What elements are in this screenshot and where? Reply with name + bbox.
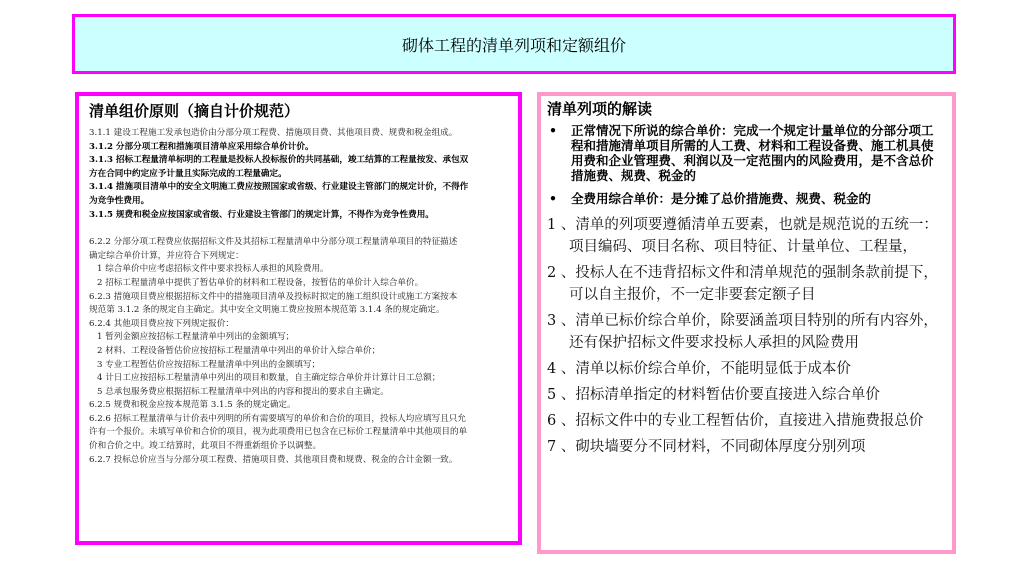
numbered-list <box>547 214 942 458</box>
spec-line: 1 综合单价中应考虑招标文件中要求投标人承担的风险费用。 <box>97 264 329 275</box>
spec-line: 3.1.5 规费和税金应按国家或省级、行业建设主管部门的规定计算，不得作为竞争性费用。 <box>89 209 434 220</box>
left-panel-heading: 清单组价原则（摘自计价规范） <box>89 102 300 120</box>
bullet-dot-icon: • <box>549 123 557 138</box>
bullet-text: 全费用综合单价：是分摊了总价措施费、规费、税金的 <box>571 191 872 206</box>
slide-title: 砌体工程的清单列项和定额组价 <box>401 35 626 55</box>
numbered-item-6: 6 、招标文件中的专业工程暂估价，直接进入措施费报总价 <box>547 413 924 429</box>
spec-line: 3.1.1 建设工程施工发承包造价由分部分项工程费、措施项目费、其他项目费、规费和税金组成。 <box>89 128 458 138</box>
bullet-text: 正常情况下所说的综合单价：完成一个规定计量单位的分部分项工程和措施清单项目所需的人工费、材料和工程设备费、施工机具使用费和企业管理费、利润以及一定范围内的风险费用，是不含总价措施费、规费、税金的 <box>571 123 934 183</box>
numbered-item-1: 1 、清单的列项要遵循清单五要素，也就是规范说的五统一：项目编码、项目名称、项目特征、计量单位、工程量， <box>547 217 938 255</box>
right-panel-heading: 清单列项的解读 <box>547 100 653 118</box>
interpretation-panel <box>537 92 956 554</box>
slide-title-box <box>72 14 956 74</box>
numbered-item-5: 5 、招标清单指定的材料暂估价要直接进入综合单价 <box>547 387 880 403</box>
spec-line: 2 材料、工程设备暂估价应按招标工程量清单中列出的单价计入综合单价； <box>97 345 381 356</box>
spec-line: 2 招标工程量清单中提供了暂估单价的材料和工程设备，按暂估的单价计入综合单价。 <box>97 277 424 288</box>
spec-line: 6.2.3 措施项目费应根据招标文件中的措施项目清单及投标时拟定的施工组织设计或施工方案按本 <box>89 291 458 302</box>
numbered-item-7: 7 、砌块墙要分不同材料，不同砌体厚度分别列项 <box>547 439 866 455</box>
bullet-list <box>547 123 942 206</box>
pricing-principles-panel <box>75 92 522 545</box>
numbered-item-4: 4 、清单以标价综合单价，不能明显低于成本价 <box>547 361 851 377</box>
bullet-item <box>547 123 942 183</box>
spec-line: 6.2.7 投标总价应当与分部分项工程费、措施项目费、其他项目费和规费、税金的合计金额一致。 <box>89 454 458 465</box>
spec-line: 许有一个报价。未填写单价和合价的项目，视为此项费用已包含在已标价工程量清单中其他项目的单 <box>89 427 468 438</box>
spec-line: 价和合价之中。竣工结算时，此项目不得重新组价予以调整。 <box>89 441 322 452</box>
spec-line: 6.2.4 其他项目费应按下列规定报价： <box>89 318 234 329</box>
spec-line: 3 专业工程暂估价应按招标工程量清单中列出的金额填写； <box>97 359 321 370</box>
spec-line: 为竞争性费用。 <box>89 195 150 206</box>
spec-line: 规范第 3.1.2 条的规定自主确定。其中安全文明施工费应按照本规范第 3.1.4 条的规定确定。 <box>89 305 445 316</box>
spec-line: 6.2.6 招标工程量清单与计价表中列明的所有需要填写的单价和合价的项目，投标人均应填写且只允 <box>89 413 466 424</box>
spec-line: 6.2.2 分部分项工程费应依据招标文件及其招标工程量清单中分部分项工程量清单项目的特征描述 <box>89 237 458 248</box>
spec-line: 1 暂列金额应按招标工程量清单中列出的金额填写； <box>97 332 295 343</box>
spec-line: 4 计日工应按招标工程量清单中列出的项目和数量，自主确定综合单价并计算计日工总额； <box>97 373 441 384</box>
spec-excerpt <box>89 127 510 467</box>
spec-line: 6.2.5 规费和税金应按本规范第 3.1.5 条的规定确定。 <box>89 400 296 411</box>
spec-line: 确定综合单价计算，并应符合下列规定： <box>89 250 244 261</box>
spec-line: 3.1.2 分部分项工程和措施项目清单应采用综合单价计价。 <box>89 141 314 152</box>
numbered-item-2: 2 、投标人在不违背招标文件和清单规范的强制条款前提下，可以自主报价，不一定非要套定额子目 <box>547 265 938 303</box>
bullet-item <box>547 191 942 206</box>
numbered-item-3: 3 、清单已标价综合单价，除要涵盖项目特别的所有内容外，还有保护招标文件要求投标人承担的风险费用 <box>547 313 938 351</box>
bullet-dot-icon: • <box>549 191 557 206</box>
spec-line: 3.1.4 措施项目清单中的安全文明施工费应按照国家或省级、行业建设主管部门的规定计价，不得作 <box>89 182 469 193</box>
spacer <box>89 222 510 236</box>
spec-line: 方在合同中约定应予计量且实际完成的工程量确定。 <box>89 168 287 179</box>
spec-line: 5 总承包服务费应根据招标工程量清单中列出的内容和提出的要求自主确定。 <box>97 386 389 397</box>
spec-line: 3.1.3 招标工程量清单标明的工程量是投标人投标报价的共同基础，竣工结算的工程量按发、承包双 <box>89 155 469 166</box>
